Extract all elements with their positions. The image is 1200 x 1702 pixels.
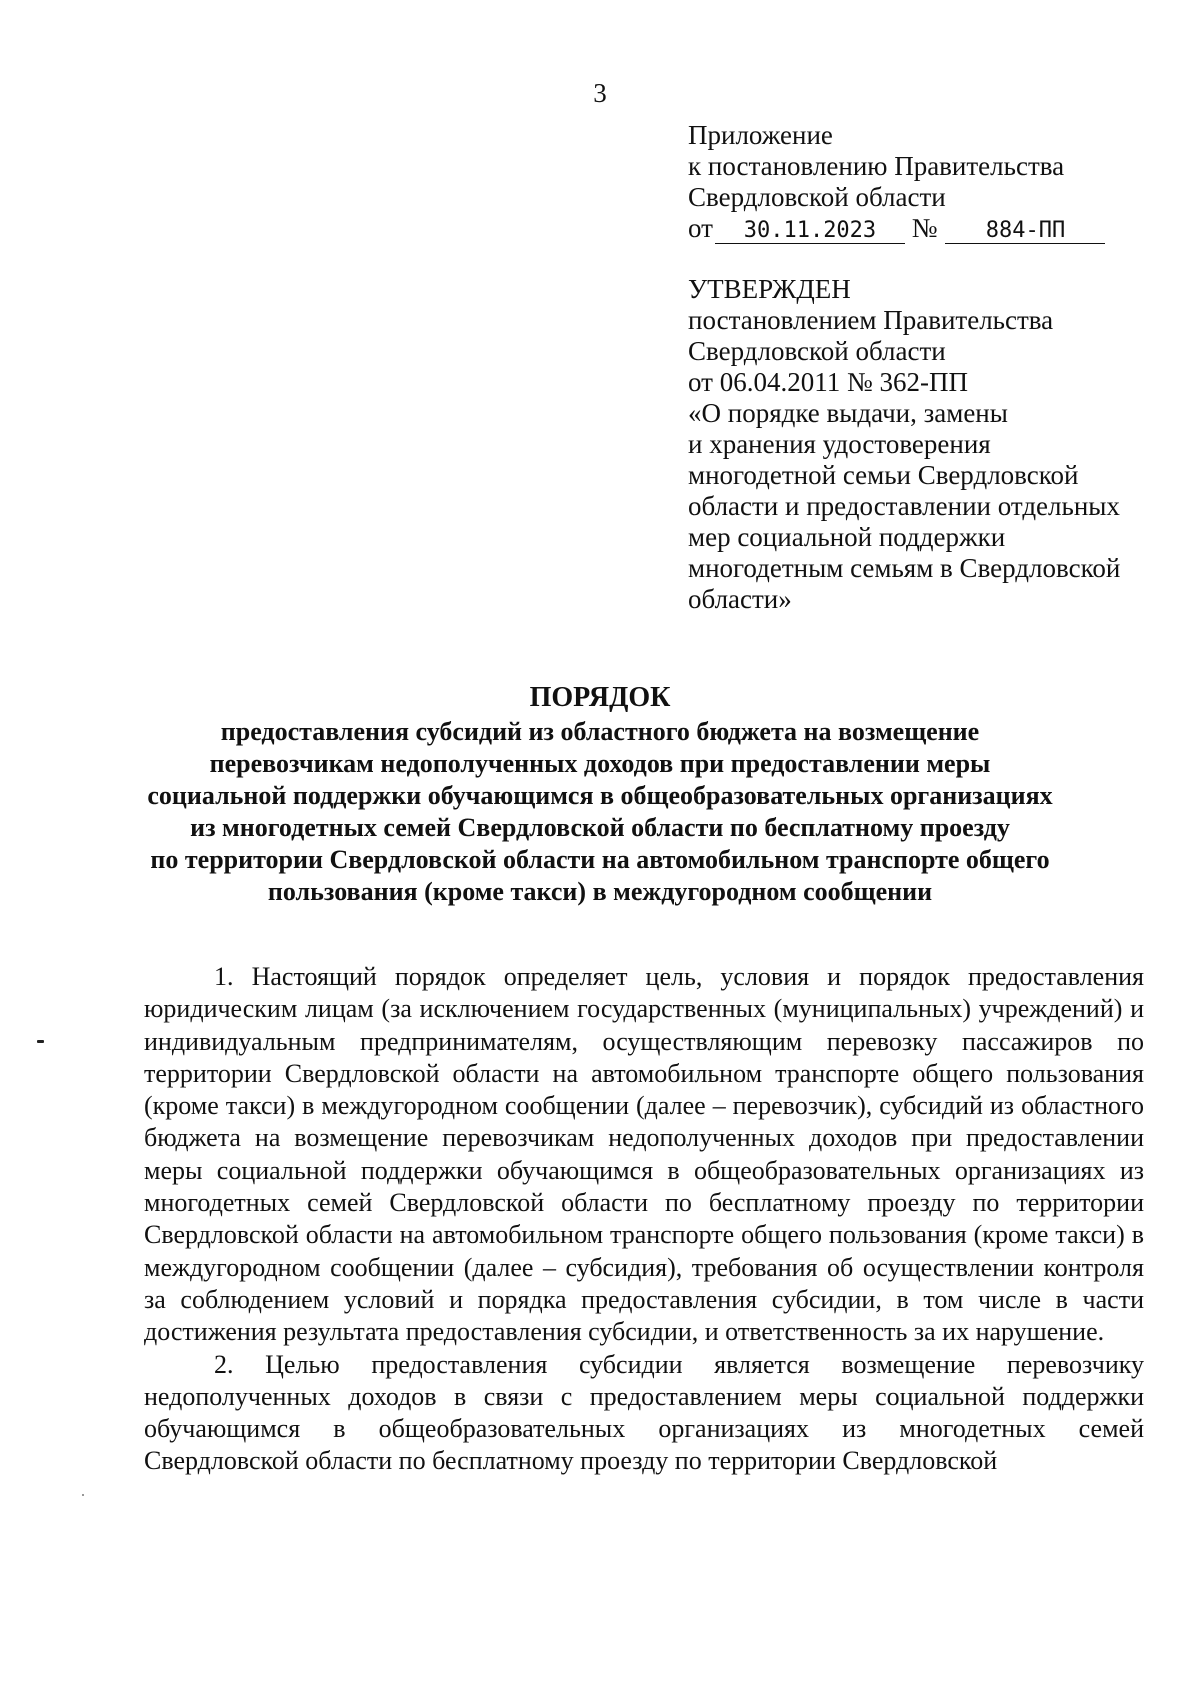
approved-line: Свердловской области: [688, 336, 946, 366]
appendix-line: Свердловской области: [688, 182, 946, 212]
heading-line: по территории Свердловской области на автомобильном транспорте общего: [150, 845, 1050, 874]
heading-line: социальной поддержки обучающимся в общеобразовательных организациях: [147, 781, 1053, 810]
scan-speck: [37, 1040, 44, 1043]
document-body: [144, 961, 1144, 1478]
approved-line: многодетным семьям в Свердловской: [688, 553, 1121, 583]
approved-line: постановлением Правительства: [688, 305, 1054, 335]
resolution-date: 30.11.2023: [715, 219, 905, 244]
number-prefix: №: [911, 213, 938, 243]
approved-line: многодетной семьи Свердловской: [688, 460, 1079, 490]
appendix-line: Приложение: [688, 120, 833, 150]
approved-line: «О порядке выдачи, замены: [688, 398, 1008, 428]
approved-line: области»: [688, 584, 792, 614]
scan-speck: [82, 1494, 84, 1496]
approved-line: области и предоставлении отдельных: [688, 491, 1120, 521]
approved-line: от 06.04.2011 № 362-ПП: [688, 367, 968, 397]
approved-line: мер социальной поддержки: [688, 522, 1006, 552]
document-title: ПОРЯДОК: [529, 682, 671, 713]
appendix-line: к постановлению Правительства: [688, 151, 1065, 181]
heading-line: из многодетных семей Свердловской области по бесплатному проезду: [190, 813, 1010, 842]
resolution-number: 884-ПП: [945, 219, 1105, 244]
heading-line: перевозчикам недополученных доходов при предоставлении меры: [209, 749, 991, 778]
page-number: 3: [593, 78, 607, 108]
approved-block: [688, 274, 1168, 615]
appendix-block: [688, 120, 1168, 244]
heading-line: предоставления субсидий из областного бюджета на возмещение: [220, 717, 980, 746]
heading-line: пользования (кроме такси) в междугородном сообщении: [267, 877, 933, 906]
approved-heading: УТВЕРЖДЕН: [688, 274, 851, 304]
paragraph-2: 2. Целью предоставления субсидии является возмещение перевозчику недополученных доходов в связи с предоставлением меры социальной поддержки обучающимся в общеобразовательных организациях из многодетных семей Свердловской области по бесплатному проезду по территории Свердловской: [144, 1349, 1144, 1476]
paragraph-1: 1. Настоящий порядок определяет цель, условия и порядок предоставления юридическим лицам (за исключением государственных (муниципальных) учреждений) и индивидуальным предпринимателям, осуществляющим перевозку пассажиров по территории Свердловской области на автомобильном транспорте общего пользования (кроме такси) в междугородном сообщении (далее – перевозчик), субсидий из областного бюджета на возмещение перевозчикам недополученных доходов при предоставлении меры социальной поддержки обучающимся в общеобразовательных организациях из многодетных семей Свердловской области по бесплатному проезду по территории Свердловской области на автомобильном транспорте общего пользования (кроме такси) в междугородном сообщении (далее – субсидия), требования об осуществлении контроля за соблюдением условий и порядка предоставления субсидии, в том числе в части достижения результата предоставления субсидии, и ответственность за их нарушение.: [144, 962, 1144, 1347]
date-prefix: от: [688, 213, 713, 243]
appendix-date-line: [688, 213, 1168, 244]
approved-line: и хранения удостоверения: [688, 429, 991, 459]
document-heading: [120, 682, 1080, 908]
